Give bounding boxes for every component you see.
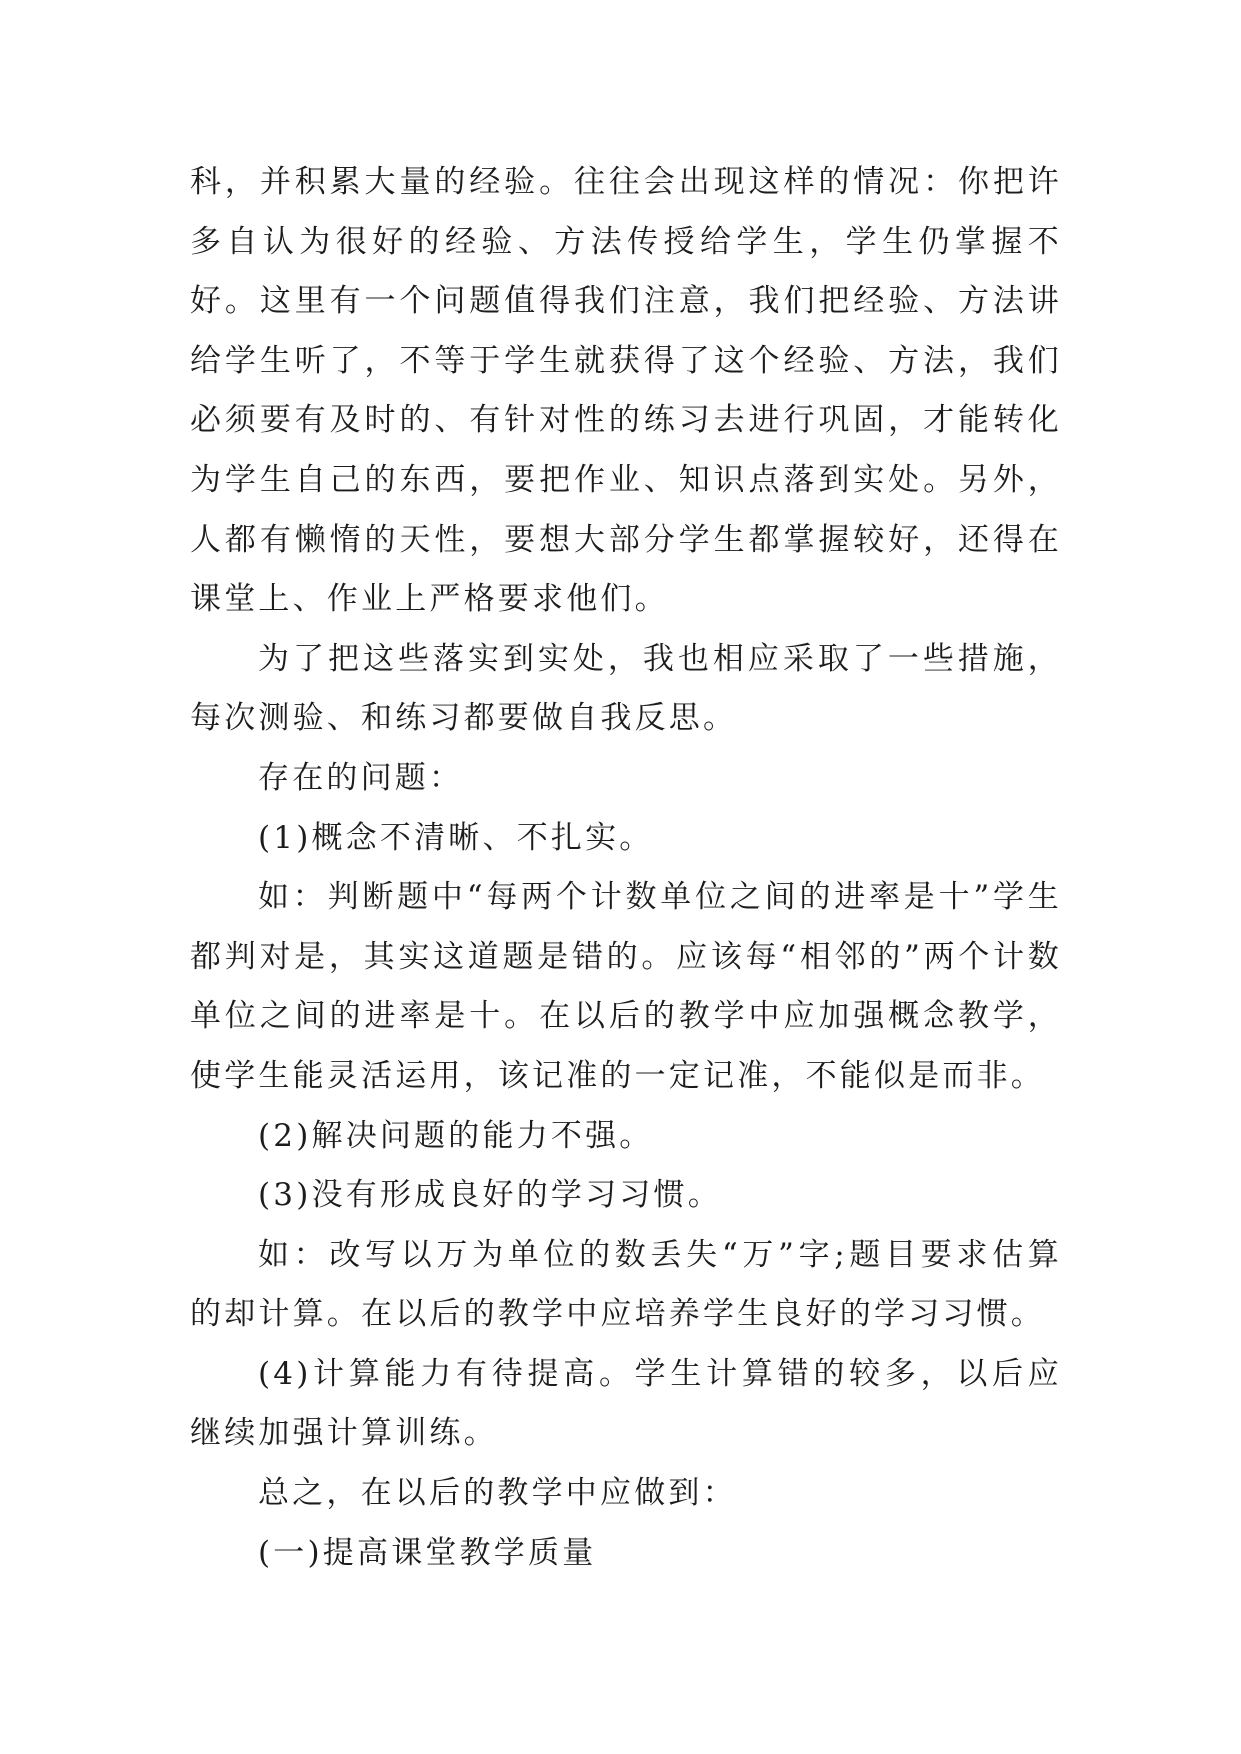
paragraph-problem-2: (2)解决问题的能力不强。 [258, 1117, 654, 1154]
paragraph-problem-3: (3)没有形成良好的学习习惯。 [258, 1177, 722, 1214]
paragraph-summary: 总之，在以后的教学中应做到： [258, 1475, 737, 1512]
paragraph-example-3: 如：改写以万为单位的数丢失“万”字;题目要求估算的却计算。在以后的教学中应培养学生良好的学习习惯。 [190, 1236, 1062, 1333]
paragraph-measures: 为了把这些落实到实处，我也相应采取了一些措施，每次测验、和练习都要做自我反思。 [190, 640, 1062, 737]
paragraph-problems-heading: 存在的问题： [258, 759, 464, 796]
paragraph-problem-1: (1)概念不清晰、不扎实。 [258, 819, 654, 856]
paragraph-item-1: (一)提高课堂教学质量 [258, 1534, 597, 1571]
paragraph-example-1: 如：判断题中“每两个计数单位之间的进率是十”学生都判对是，其实这道题是错的。应该每“相邻的”两个计数单位之间的进率是十。在以后的教学中应加强概念教学，使学生能灵活运用，该记准的一定记准，不能似是而非。 [190, 879, 1062, 1094]
document-body [190, 153, 1062, 1583]
paragraph-continuation: 科，并积累大量的经验。往往会出现这样的情况：你把许多自认为很好的经验、方法传授给学生，学生仍掌握不好。这里有一个问题值得我们注意，我们把经验、方法讲给学生听了，不等于学生就获得了这个经验、方法，我们必须要有及时的、有针对性的练习去进行巩固，才能转化为学生自己的东西，要把作业、知识点落到实处。另外，人都有懒惰的天性，要想大部分学生都掌握较好，还得在课堂上、作业上严格要求他们。 [190, 164, 1062, 618]
paragraph-problem-4: (4)计算能力有待提高。学生计算错的较多，以后应继续加强计算训练。 [190, 1355, 1062, 1452]
